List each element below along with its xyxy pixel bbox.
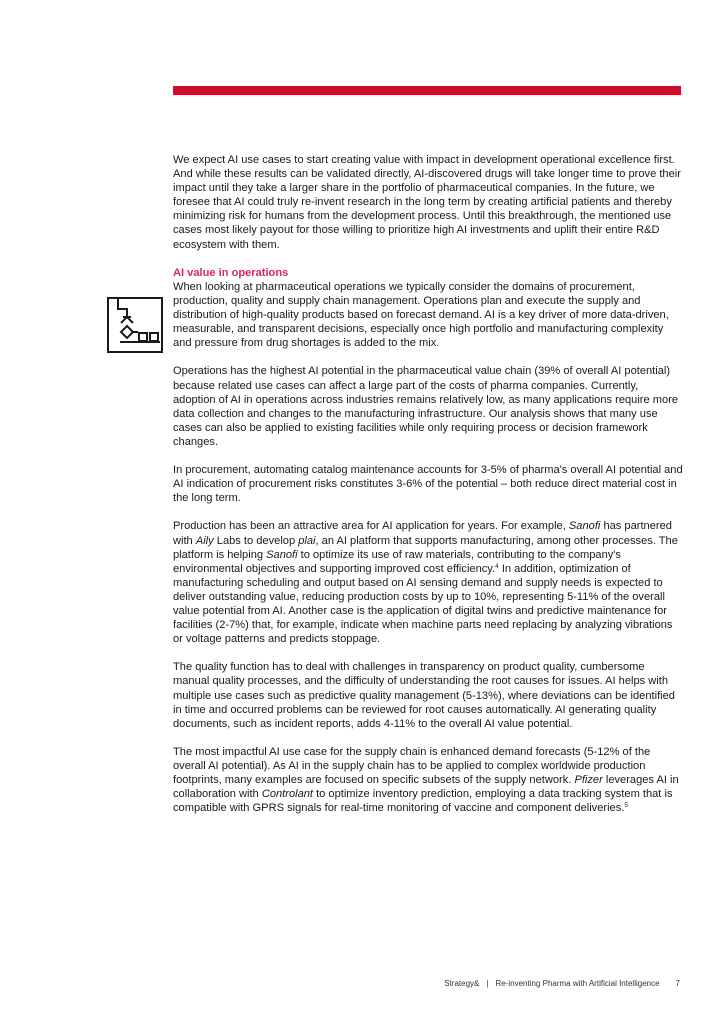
supply-chain-paragraph: The most impactful AI use case for the supply chain is enhanced demand forecasts (5-12% of the overall AI potential). As AI in the supply chain has to be applied to complex worldwide production footprints, many examples are focused on specific subsets of the supply network. Pfizer leverages AI in collaboration with Controlant to optimize inventory prediction, employing a data tracking system that is compatible with GPRS signals for real-time monitoring of vaccine and component deliveries.$^5$ [173, 745, 679, 815]
page-footer [444, 979, 680, 988]
footer-separator: | [486, 979, 489, 988]
footer-brand: Strategy& [444, 979, 480, 988]
intro-paragraph: We expect AI use cases to start creating value with impact in development operational excellence first. And while these results can be validated directly, AI-discovered drugs will take longer time to prove their impact until they take a larger share in the portfolio of pharmaceutical companies. In the future, we foresee that AI could truly re-invent research in the long term by creating artificial patients and thereby minimizing risk for humans from the development process. Until this breakthrough, the mentioned use cases most likely payout for those willing to prioritize high AI investments and uplift their entire R&D ecosystem with them. [173, 154, 681, 251]
company-name: Controlant [261, 788, 313, 801]
footnote-ref: 4 [495, 562, 499, 570]
main-content [173, 153, 683, 830]
footer-title: Re-inventing Pharma with Artificial Intelligence [495, 979, 660, 988]
page-number: 7 [675, 979, 680, 988]
operations-paragraph-1: When looking at pharmaceutical operations we typically consider the domains of procurement, production, quality and supply chain management. Operations plan and execute the supply and distribution of high-quality products based on forecast demand. AI is a key driver of more data-driven, measurable, and transparent decisions, especially once high portfolio and manufacturing complexity and pressure from drug shortages is added to the mix. [173, 280, 669, 350]
top-accent-bar [173, 86, 681, 95]
section-heading: AI value in operations [173, 266, 289, 279]
footnote-ref: 5 [624, 802, 628, 810]
company-name: Aily [195, 534, 214, 547]
production-paragraph: Production has been an attractive area for AI application for years. For example, Sanofi has partnered with Aily Labs to develop plai, an AI platform that supports manufacturing, among other processes. The platform is helping Sanofi to optimize its use of raw materials, contributing to the company's environmental objectives and supporting improved cost efficiency.$^4$ In addition, optimization of manufacturing scheduling and output based on AI sensing demand and supply needs is expected to deliver outstanding value, reducing production costs by up to 10%, representing 5-11% of the overall value potential from AI. Another case is the application of digital twins and predictive maintenance for facilities (2-7%) that, for example, indicate when machine parts need replacing by analyzing vibrations or voltage patterns and predicts stoppage. [173, 520, 678, 646]
company-name: Sanofi [266, 548, 298, 561]
quality-paragraph: The quality function has to deal with challenges in transparency on product quality, cumbersome manual quality processes, and the difficulty of understanding the root causes for issues. AI helps with multiple use cases such as predictive quality management (5-13%), where deviations can be identified in time and occurred problems can be reviewed for root causes automatically. AI generating quality documents, such as incident reports, adds 4-11% to the overall AI value potential. [173, 661, 675, 730]
company-name: Sanofi [568, 520, 601, 533]
procurement-paragraph: In procurement, automating catalog maintenance accounts for 3-5% of pharma's overall AI potential and AI indication of procurement risks constitutes 3-6% of the potential – both reduce direct material cost in the long term. [173, 464, 683, 505]
manufacturing-icon [107, 297, 163, 353]
operations-paragraph-2: Operations has the highest AI potential in the pharmaceutical value chain (39% of overall AI potential) because related use cases can affect a large part of the costs of pharma companies. Currently, adoption of AI in operations across industries remains relatively low, as many applications require more data collection and changes to the manufacturing infrastructure. Our analysis shows that many use cases can also be applied to existing facilities while only requiring process or decision framework changes. [173, 365, 679, 448]
product-name: plai [298, 534, 316, 547]
company-name: Pfizer [574, 774, 603, 787]
